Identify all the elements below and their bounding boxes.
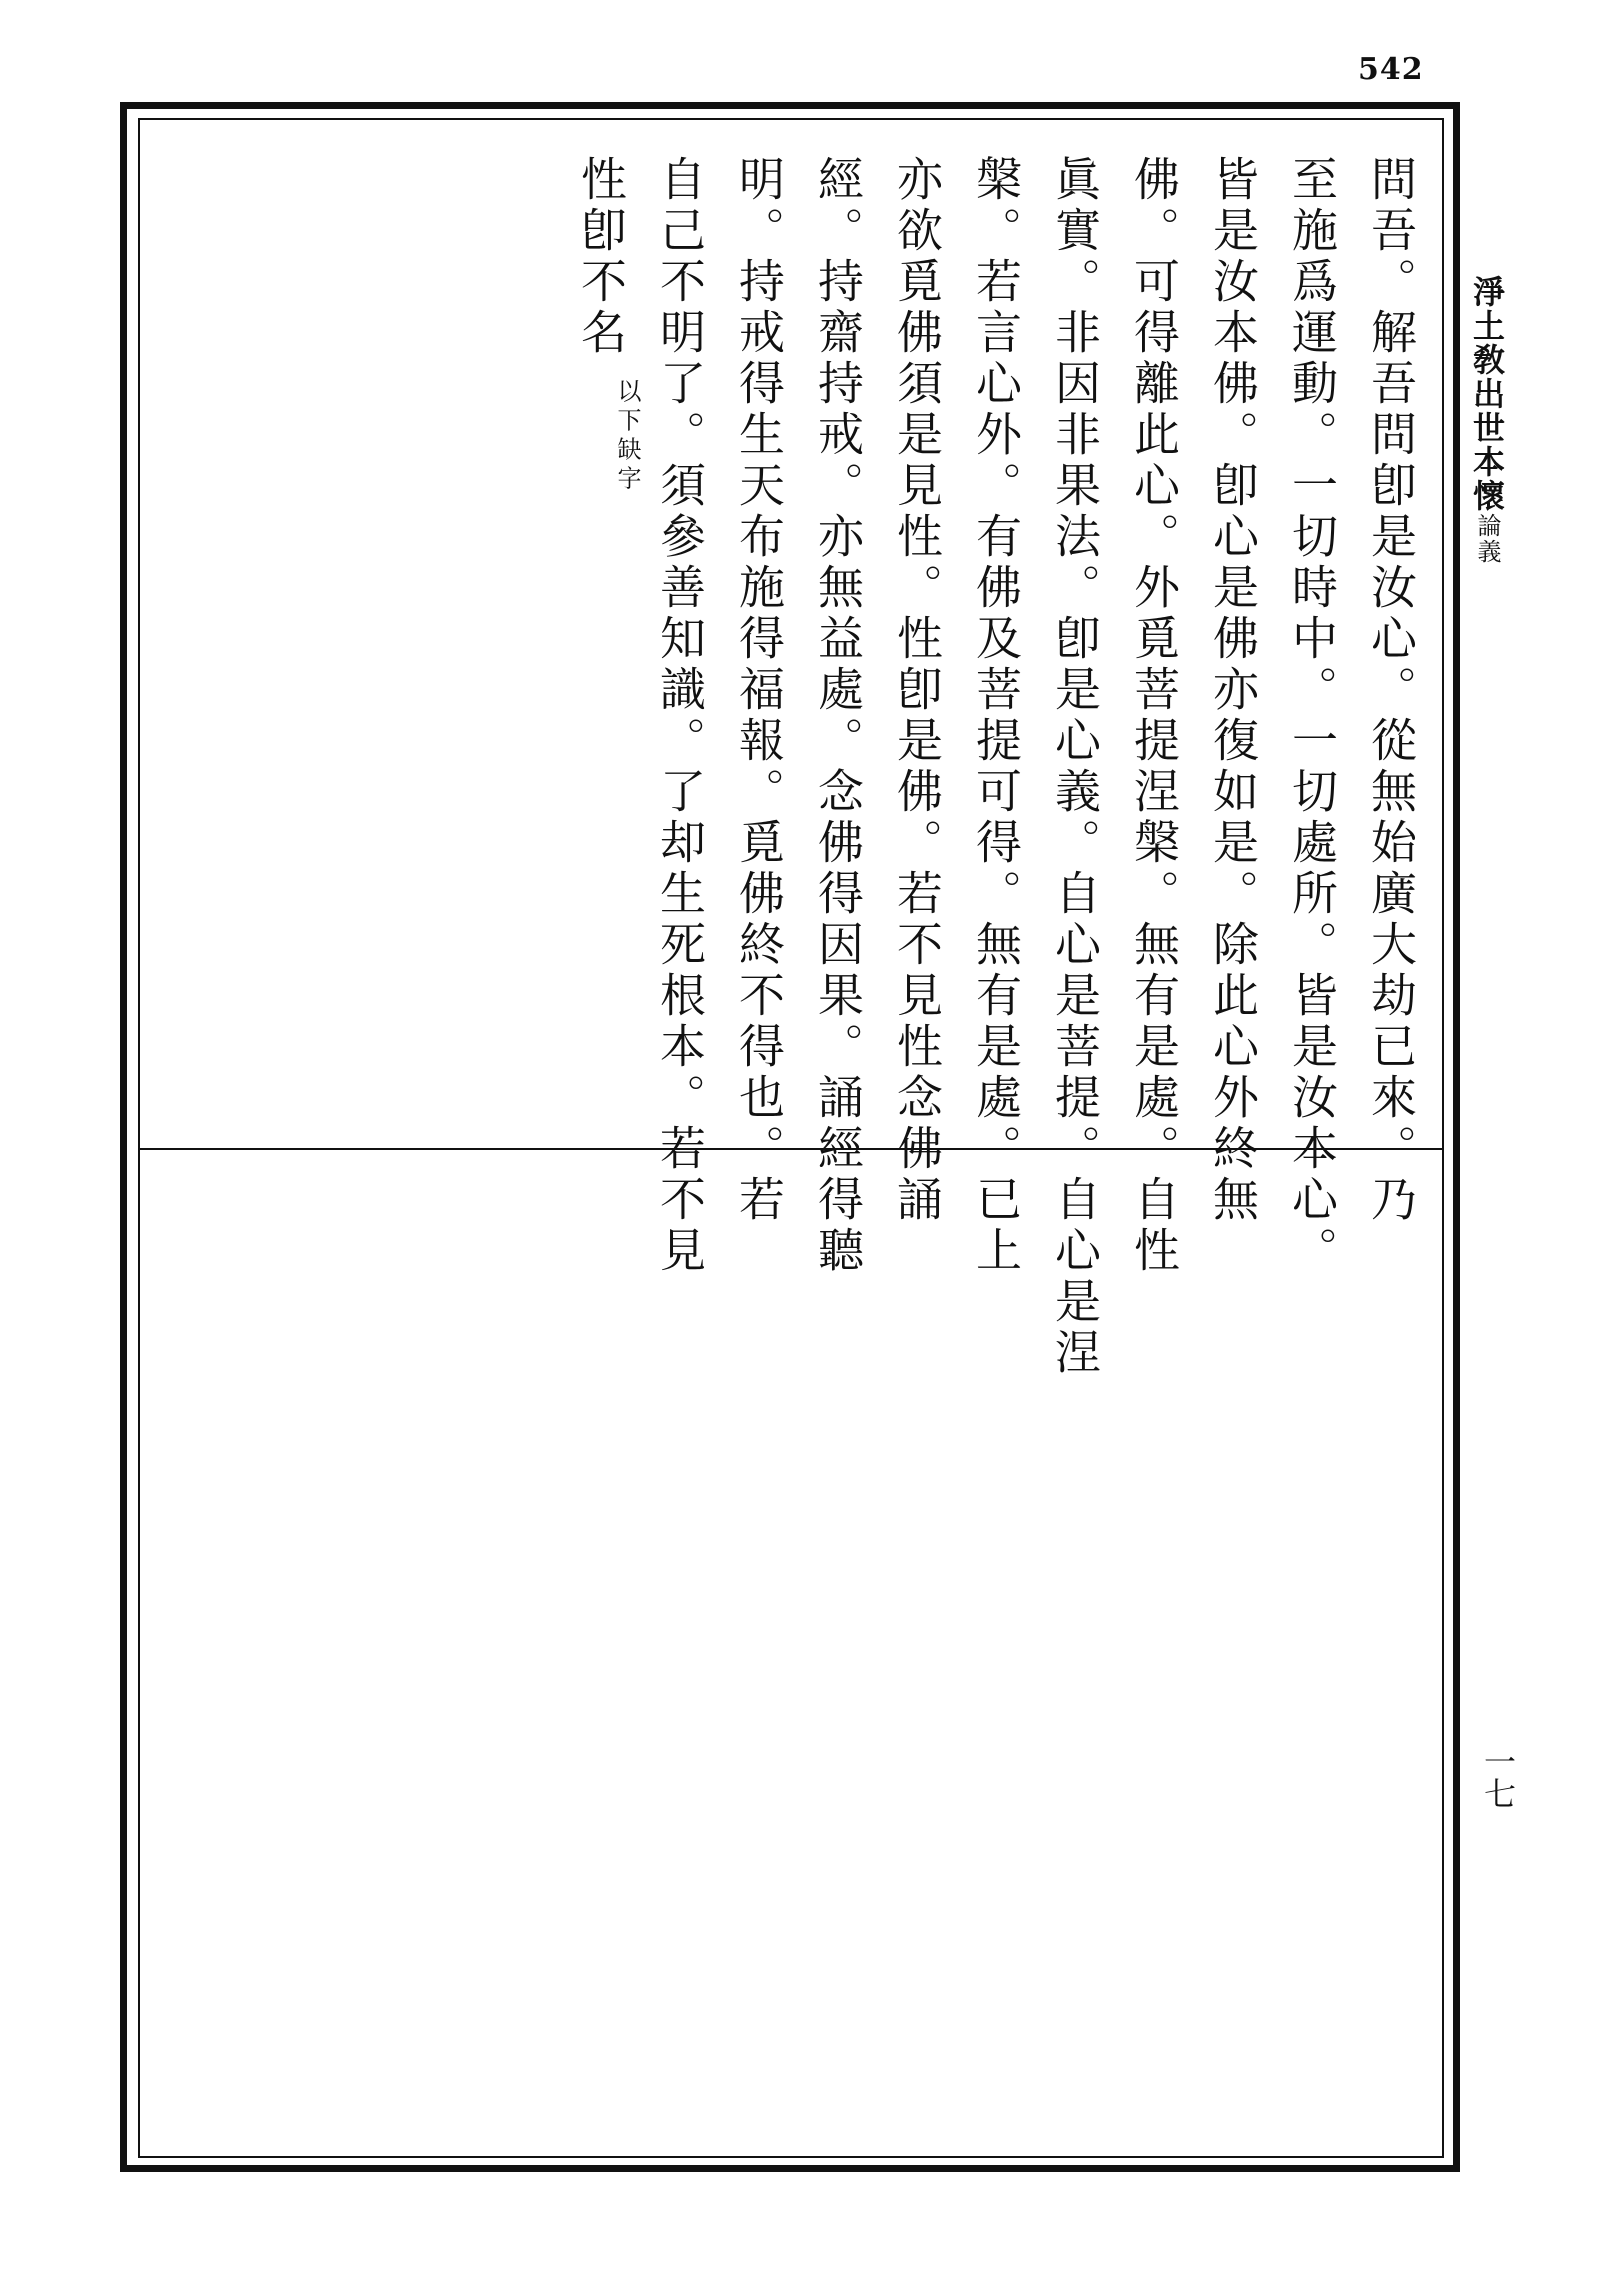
text-column: 明。持戒得生天布施得福報。覓佛終不得也。若 (732, 155, 786, 1226)
text-column: 至施爲運動。一切時中。一切處所。皆是汝本心。 (1285, 155, 1339, 1277)
text-column: 佛。可得離此心。外覓菩提涅槃。無有是處。自性 (1127, 155, 1181, 1277)
missing-text-note: 以下缺字 (613, 378, 641, 495)
text-column: 槃。若言心外。有佛及菩提可得。無有是處。已上 (969, 155, 1023, 1277)
text-column: 眞實。非因非果法。卽是心義。自心是菩提。自心是涅 (1048, 155, 1102, 1379)
text-column: 皆是汝本佛。卽心是佛亦復如是。除此心外終無 (1206, 155, 1260, 1226)
text-column: 問吾。解吾問卽是汝心。從無始廣大劫已來。乃 (1364, 155, 1418, 1226)
running-head-subtitle: 論義 (1473, 513, 1501, 565)
text-column: 亦欲覓佛須是見性。性卽是佛。若不見性念佛誦 (890, 155, 944, 1226)
final-column-text: 性卽不名 (574, 155, 628, 359)
text-column-final (561, 155, 640, 1130)
page-number: 542 (1358, 52, 1424, 87)
folio-number: 一七 (1479, 1745, 1517, 1809)
main-text-block (574, 155, 1430, 1379)
text-column: 自己不明了。須參善知識。了却生死根本。若不見 (653, 155, 707, 1277)
running-head-title: 淨土敎出世本懷 (1468, 275, 1506, 513)
running-head (1465, 275, 1509, 565)
text-column: 經。持齋持戒。亦無益處。念佛得因果。誦經得聽 (811, 155, 865, 1277)
